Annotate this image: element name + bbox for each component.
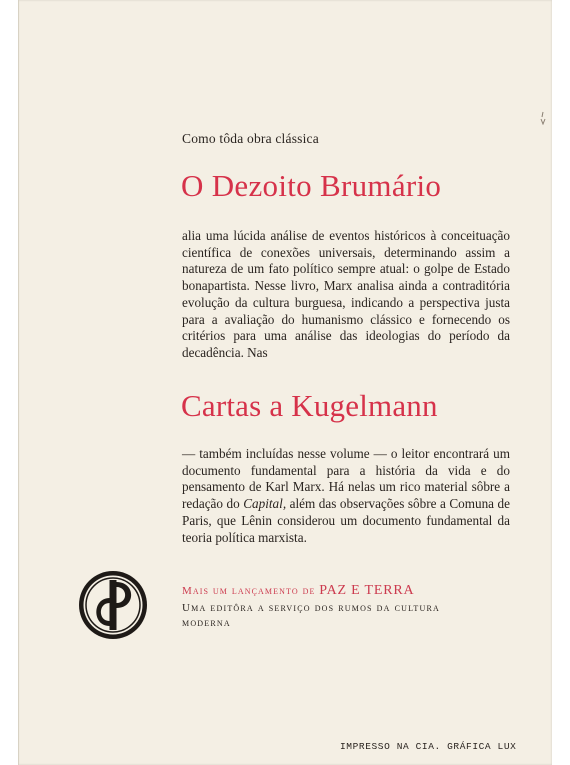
- description-paragraph-one: alia uma lúcida análise de eventos históricos à conceituação científica de conexões universais, determinando assim a natureza de um fato político sempre atual: o golpe de Estado bonapartista. Nesse livro, Marx analisa ainda a contraditória evolução da cultura burguesa, indicando a perspectiva justa para a avaliação do humanismo clássico e fornecendo os critérios para uma análise das ideologias do período da decadência. Nas: [182, 228, 510, 360]
- imprint-line-three: moderna: [182, 617, 231, 629]
- description-paragraph-two: [182, 446, 510, 546]
- book-title-dezoito-brumario: O Dezoito Brumário: [181, 168, 442, 203]
- imprint-lead: Mais um lançamento de: [182, 585, 316, 597]
- imprint-line-one: [182, 583, 512, 599]
- page-edge: [18, 0, 19, 765]
- publisher-imprint: [182, 583, 512, 629]
- paragraph-two-text-b: além das observações sôbre a Comuna de Paris, que Lênin considerou um documento fundamental da teoria política marxista.: [182, 496, 511, 545]
- back-cover-page: [18, 0, 552, 765]
- imprint-brand: PAZ E TERRA: [319, 583, 415, 598]
- paragraph-two-text-a: — também incluídas nesse volume — o leitor encontrará um documento fundamental para a história da vida e do pensamento de Karl Marx. Há nelas um rico material sôbre a redação do: [182, 446, 510, 512]
- ink-mark-icon: [539, 111, 547, 125]
- book-title-cartas-kugelmann: Cartas a Kugelmann: [181, 388, 438, 423]
- printer-credit: IMPRESSO NA CIA. GRÁFICA LUX: [340, 741, 517, 752]
- publisher-monogram-icon: [76, 568, 150, 642]
- imprint-line-two: Uma editôra a serviço dos rumos da cultura: [182, 602, 441, 614]
- intro-line: Como tôda obra clássica: [182, 131, 319, 146]
- paragraph-two-italic: Capital,: [243, 496, 287, 512]
